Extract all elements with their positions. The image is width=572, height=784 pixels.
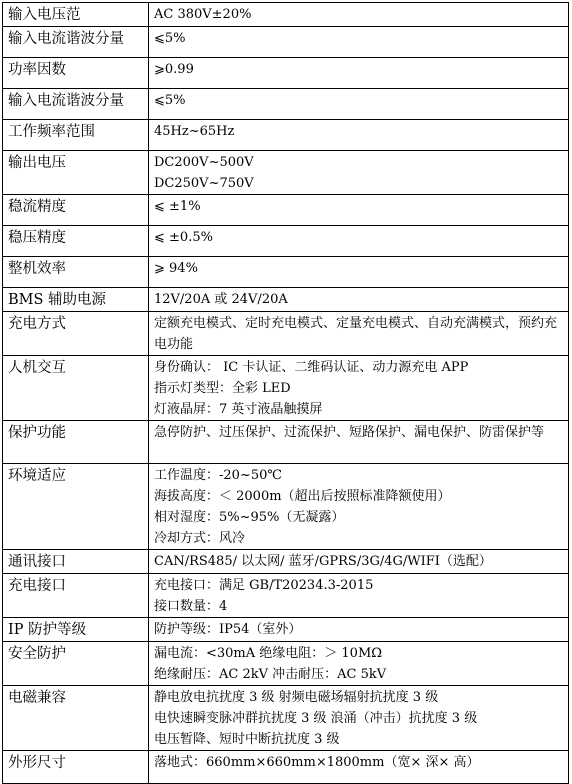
table-row (3, 686, 569, 751)
row-label-cell (3, 151, 149, 195)
table-row (3, 288, 569, 312)
row-value-line: 充电接口：满足 GB/T20234.3-2015 (154, 578, 374, 593)
row-value-line: 工作温度：-20~50℃ (154, 468, 282, 483)
row-value-line: 绝缘耐压：AC 2kV 冲击耐压：AC 5kV (154, 667, 387, 682)
row-value-line: 冷却方式：风冷 (154, 531, 246, 546)
table-row (3, 421, 569, 464)
row-label: 工作频率范围 (8, 124, 95, 140)
row-value-cell (149, 195, 569, 226)
row-label-cell (3, 195, 149, 226)
row-label-cell (3, 120, 149, 151)
row-value-line: 海拔高度：＜ 2000m（超出后按照标准降额使用） (154, 489, 451, 504)
row-label-cell (3, 288, 149, 312)
row-label: 输入电流谐波分量 (8, 31, 124, 47)
table-row (3, 89, 569, 120)
row-value-line: CAN/RS485/ 以太网/ 蓝牙/GPRS/3G/4G/WIFI（选配） (154, 554, 492, 569)
row-label: 充电方式 (8, 316, 66, 332)
row-label-cell (3, 751, 149, 784)
row-value-cell (149, 288, 569, 312)
row-value-cell (149, 686, 569, 751)
row-label: BMS 辅助电源 (8, 292, 107, 308)
row-label: 安全防护 (8, 646, 66, 662)
row-label-cell (3, 226, 149, 257)
row-value-cell (149, 312, 569, 356)
row-value-line: 灯液晶屏：7 英寸液晶触摸屏 (154, 402, 323, 417)
row-value-line: ⩽ ±1% (154, 199, 201, 214)
table-row (3, 257, 569, 288)
table-row (3, 195, 569, 226)
spec-table (2, 2, 569, 784)
row-label: 人机交互 (8, 360, 66, 376)
row-value-cell (149, 618, 569, 642)
table-row (3, 356, 569, 421)
row-value-cell (149, 550, 569, 574)
row-value-line: 定额充电模式、定时充电模式、定量充电模式、自动充满模式，预约充电功能 (154, 316, 558, 352)
row-label-cell (3, 574, 149, 618)
row-label: 通讯接口 (8, 554, 66, 570)
table-row (3, 120, 569, 151)
row-label-cell (3, 356, 149, 421)
table-row (3, 618, 569, 642)
row-value-line: 接口数量：4 (154, 599, 228, 614)
table-row (3, 27, 569, 58)
row-label-cell (3, 421, 149, 464)
row-label-cell (3, 686, 149, 751)
row-label: 保护功能 (8, 425, 66, 441)
row-value-line: DC250V~750V (154, 176, 254, 191)
row-label: 充电接口 (8, 578, 66, 594)
row-label-cell (3, 550, 149, 574)
table-row (3, 3, 569, 27)
row-value-cell (149, 27, 569, 58)
row-value-line: 静电放电抗扰度 3 级 射频电磁场辐射抗扰度 3 级 (154, 690, 439, 705)
row-label: 输入电流谐波分量 (8, 93, 124, 109)
row-value-line: AC 380V±20% (154, 7, 252, 22)
row-value-cell (149, 151, 569, 195)
row-label-cell (3, 618, 149, 642)
row-value-line: 落地式：660mm×660mm×1800mm（宽× 深× 高） (154, 755, 480, 770)
row-label: 环境适应 (8, 468, 66, 484)
row-value-line: 电快速瞬变脉冲群抗扰度 3 级 浪涌（冲击）抗扰度 3 级 (154, 711, 478, 726)
row-label-cell (3, 257, 149, 288)
table-row (3, 550, 569, 574)
table-row (3, 464, 569, 550)
row-label: 外形尺寸 (8, 755, 66, 771)
row-value-cell (149, 226, 569, 257)
row-value-line: 电压暂降、短时中断抗扰度 3 级 (154, 732, 340, 747)
row-value-cell (149, 58, 569, 89)
row-value-cell (149, 421, 569, 464)
row-label-cell (3, 464, 149, 550)
row-label-cell (3, 3, 149, 27)
row-value-cell (149, 464, 569, 550)
spec-table-body (3, 3, 569, 784)
row-label: 稳流精度 (8, 199, 66, 215)
row-value-line: DC200V~500V (154, 155, 254, 170)
row-value-cell (149, 751, 569, 784)
table-row (3, 642, 569, 686)
row-label-cell (3, 27, 149, 58)
table-row (3, 58, 569, 89)
table-row (3, 574, 569, 618)
row-value-cell (149, 257, 569, 288)
row-value-line: 急停防护、过压保护、过流保护、短路保护、漏电保护、防雷保护等 (154, 425, 545, 440)
row-value-cell (149, 3, 569, 27)
row-label: IP 防护等级 (8, 622, 87, 638)
row-label-cell (3, 58, 149, 89)
table-row (3, 151, 569, 195)
table-row (3, 751, 569, 784)
table-row (3, 312, 569, 356)
row-value-line: ⩽5% (154, 93, 186, 108)
row-value-cell (149, 89, 569, 120)
row-value-line: ⩽5% (154, 31, 186, 46)
row-label: 输出电压 (8, 155, 66, 171)
row-value-cell (149, 356, 569, 421)
row-value-line: ⩾ 94% (154, 261, 198, 276)
row-label: 输入电压范 (8, 7, 81, 23)
row-label: 稳压精度 (8, 230, 66, 246)
row-label-cell (3, 312, 149, 356)
row-label-cell (3, 89, 149, 120)
row-value-line: 45Hz~65Hz (154, 124, 235, 139)
row-label: 电磁兼容 (8, 690, 66, 706)
row-value-cell (149, 574, 569, 618)
row-value-line: 防护等级：IP54（室外） (154, 622, 302, 637)
row-label: 功率因数 (8, 62, 66, 78)
row-value-line: 身份确认： IC 卡认证、二维码认证、动力源充电 APP (154, 360, 469, 375)
row-value-line: 指示灯类型：全彩 LED (154, 381, 291, 396)
table-row (3, 226, 569, 257)
row-value-line: ⩽ ±0.5% (154, 230, 213, 245)
row-value-cell (149, 120, 569, 151)
row-value-line: 12V/20A 或 24V/20A (154, 292, 288, 307)
row-value-line: ⩾0.99 (154, 62, 194, 77)
row-value-line: 相对湿度：5%~95%（无凝露） (154, 510, 345, 525)
row-value-cell (149, 642, 569, 686)
row-value-line: 漏电流：<30mA 绝缘电阻：＞ 10MΩ (154, 646, 383, 661)
row-label-cell (3, 642, 149, 686)
row-label: 整机效率 (8, 261, 66, 277)
